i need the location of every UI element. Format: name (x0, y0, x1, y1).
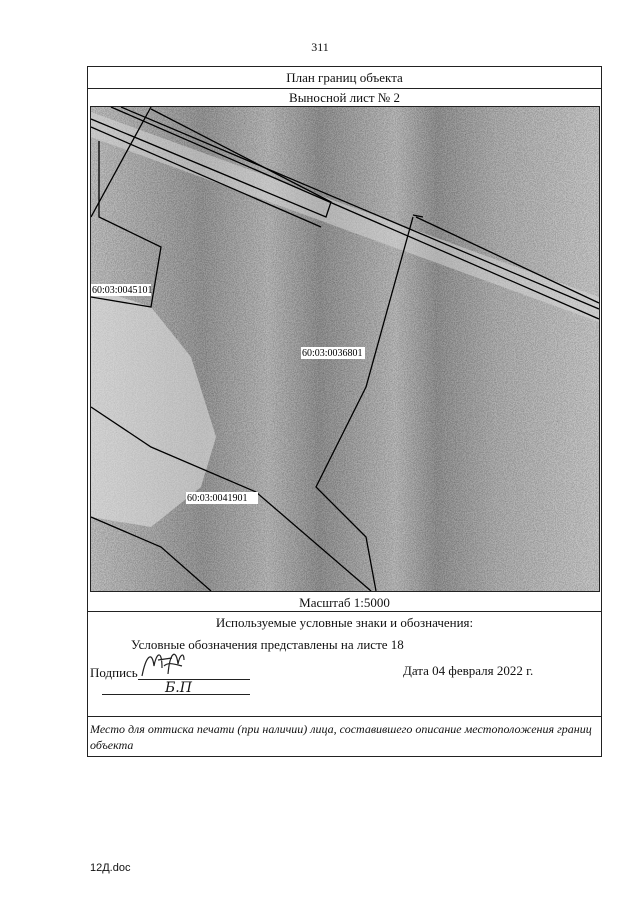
map-scale: Масштаб 1:5000 (88, 594, 601, 612)
page-number: 311 (311, 40, 329, 54)
seal-separator (88, 716, 601, 717)
legend-text: Условные обозначения представлены на листе 18 (131, 637, 404, 652)
signature-label: Подпись (90, 665, 138, 680)
parcel-label-41901: 60:03:0041901 (187, 493, 248, 504)
plan-title: План границ объекта (88, 67, 601, 89)
file-name-footer: 12Д.doc (90, 862, 131, 874)
parcel-label-45101: 60:03:0045101 (92, 285, 153, 296)
parcel-label-36801: 60:03:0036801 (302, 348, 363, 359)
seal-note: Место для оттиска печати (при наличии) лица, составившего описание местоположения границ объекта (90, 722, 592, 752)
initials-line (102, 694, 250, 695)
map-svg (91, 107, 599, 591)
legend-title: Используемые условные знаки и обозначения: (215, 615, 474, 630)
document-date: Дата 04 февраля 2022 г. (403, 663, 534, 678)
signature-initials: Б.П (165, 680, 192, 696)
handwritten-signature (138, 646, 188, 680)
boundary-map (90, 106, 600, 592)
sheet-subtitle: Выносной лист № 2 (289, 90, 400, 105)
